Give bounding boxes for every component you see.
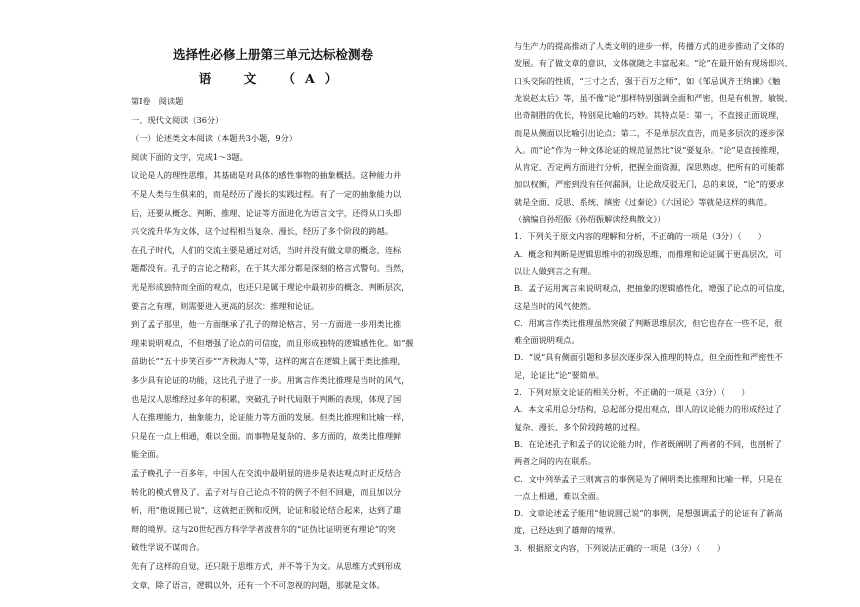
text-line: 出奇制胜的优长，特别是比喻的巧妙。其特点是：第一，不直接正面说理， [514, 110, 785, 121]
text-line: 以让人做到言之有理。 [514, 265, 596, 276]
text-line: 入。而“论”作为一种文体论证的规范显然比“说”要复杂。“论”是直接推理， [514, 144, 785, 155]
text-line: 在孔子时代，人们的交流主要是通过对话，当时并没有做文章的概念，连标 [131, 244, 402, 255]
text-line: （一）论述类文本阅读（本题共3小题，9分） [131, 133, 297, 144]
text-line: B．孟子运用寓言来说明观点，把抽象的逻辑感性化，增强了论点的可信度， [514, 283, 791, 294]
text-line: 理来说明观点，不但增强了论点的可信度，而且形成独特的逻辑感性化。如“揠 [131, 337, 414, 348]
text-line: 议论是人的理性思维，其基础是对具体的感性事物的抽象概括。这种能力并 [131, 170, 402, 181]
text-line: 多少具有论证的功能，这比孔子进了一步。用寓言作类比推理是当时的风气， [131, 375, 410, 385]
text-line: 孟子晚孔子一百多年，中国人在交流中最明显的进步是表达观点时正反结合 [131, 468, 402, 478]
text-line: 后，还要从概念、判断、推理、论证等方面进化为语言文字，还得从口头即 [131, 207, 402, 218]
text-line: 这是当时的风气使然。 [514, 300, 596, 311]
text-line: 光是形成独特而全面的观点，也还只是属于理论中最初步的概念、判断层次， [131, 282, 410, 292]
text-line: 口头交际的性质，“三寸之舌，强于百万之师”，如《邹忌讽齐王纳谏》《触 [514, 75, 781, 86]
text-line: 1．下列关于原文内容的理解和分析，不正确的一项是（3分）（ ） [514, 231, 766, 242]
text-line: C．文中列举孟子三则寓言的事例是为了阐明类比推理和比喻一样，只是在 [514, 473, 783, 484]
text-line: A．本文采用总分结构，总起部分提出观点，即人的议论能力的形成经过了 [514, 404, 782, 415]
text-line: D．“说”具有侧面引题和多层次逐步深入推理的特点，但全面性和严密性不 [514, 352, 783, 363]
text-line: 人在推理能力，抽象能力，论证能力等方面的发展。但类比推理和比喻一样， [131, 412, 410, 423]
text-line: 兴交流升华为文体，这个过程相当复杂、漫长，经历了多个阶段的跨越。 [131, 226, 394, 237]
text-line: 到了孟子那里，他一方面继承了孔子的辩论格言，另一方面进一步用类比推 [131, 319, 402, 330]
text-line: 加以权衡，严密到没有任何漏洞，让论敌反驳无门，总的来说，“论”的要求 [514, 179, 785, 190]
text-line: 就是全面、反思、系统、缜密《过秦论》《六国论》等就是这样的典范。 [514, 196, 772, 207]
text-line: 一点上相通，难以全面。 [514, 490, 605, 501]
text-line: 足，论证比“论”要简单。 [514, 369, 605, 380]
text-line: 而是从侧面以比喻引出论点；第二，不是单层次直告，而是多层次的逐步深 [514, 127, 785, 138]
text-line: 发展。有了做文章的意识，文体就随之丰富起来。“论”在最开始有现场即兴、 [514, 58, 793, 69]
text-line: 也是汉人思维经过多年的积累，突破孔子时代局限于判断的表现，体现了国 [131, 393, 402, 404]
text-line: 复杂、漫长、多个阶段跨越的过程。 [514, 421, 646, 432]
page-title: 选择性必修上册第三单元达标检测卷 [172, 47, 373, 62]
text-line: 题都没有。孔子的言论之精彩，在于其大部分都是深刻的格言式警句。当然， [131, 263, 410, 274]
text-line: 只是在一点上相通，难以全面。而事物是复杂的、多方面的，故类比推理鲜 [131, 430, 402, 441]
text-line: 辩的境界。这与20世纪西方科学学者波普尔的“证伪比证明更有理论”的突 [131, 523, 396, 534]
text-line: 析，用“他说圆已说”，这就把正例和反例，论证和驳论结合起来，达到了雄 [131, 505, 402, 516]
text-line: A．概念和判断是逻辑思维中的初级思维，而推理和论证属于更高层次，可 [514, 248, 782, 259]
text-line: 不是人类与生俱来的，而是经历了漫长的实践过程。有了一定的抽象能力以 [131, 189, 402, 199]
page-subtitle: 语 文 （A） [198, 71, 348, 86]
text-line: 阅读下面的文字，完成1～3题。 [131, 151, 248, 162]
text-line: B．在论述孔子和孟子的议论能力时，作者既阐明了两者的不同，也剖析了 [514, 438, 783, 449]
text-line: 先有了这样的自觉，还只限于思维方式，并不等于为文。从思维方式到形成 [131, 561, 402, 571]
text-line: 难全面说明观点。 [514, 335, 580, 346]
text-line: 从肯定、否定两方面进行分析，把握全面资源，深思熟虑，把所有的可能都 [514, 162, 785, 173]
text-line: 破性学说不谋而合。 [131, 542, 205, 553]
text-line: 要言之有理，则需要进入更高的层次：推理和论证。 [131, 300, 320, 311]
text-line: 文章，除了语言，逻辑以外，还有一个不可忽视的问题，那就是文体。 [131, 579, 385, 590]
text-line: 两者之间的内在联系。 [514, 456, 596, 467]
text-line: 龙说赵太后》等，虽不像“论”那样特别强调全面和严密，但是有机智，敏锐、 [514, 92, 793, 103]
text-line: C．用寓言作类比推理虽然突破了判断思维层次，但它也存在一些不足，很 [514, 317, 783, 328]
text-line: D．文章论述孟子能用“他说圆己说”的事例，是想强调孟子的论证有了新高 [514, 508, 783, 519]
text-line: 与生产力的提高推动了人类文明的进步一样，传播方式的进步推动了文体的 [514, 41, 785, 51]
text-line: 苗助长”“五十步笑百步”“齐秋海人”等，这样的寓言在逻辑上属于类比推理， [131, 356, 406, 367]
text-line: 2．下列对原文论证的相关分析，不正确的一项是（3分）（ ） [514, 387, 750, 397]
text-line: 3．根据原文内容，下列说法正确的一项是（3分）（ ） [514, 542, 726, 553]
text-line: 度，已经达到了雄辩的境界。 [514, 525, 621, 536]
text-line: 能全面。 [131, 449, 164, 460]
text-line: 一、现代文阅读（36分） [131, 114, 224, 125]
text-line: 转化的模式曾及了。孟子对与自己论点不符的例子不但不回避，而且加以分 [131, 486, 402, 497]
text-line: （摘编自孙绍振《孙绍振解读经典散文》） [514, 214, 666, 224]
text-line: 第Ⅰ卷 阅读题 [131, 96, 184, 106]
